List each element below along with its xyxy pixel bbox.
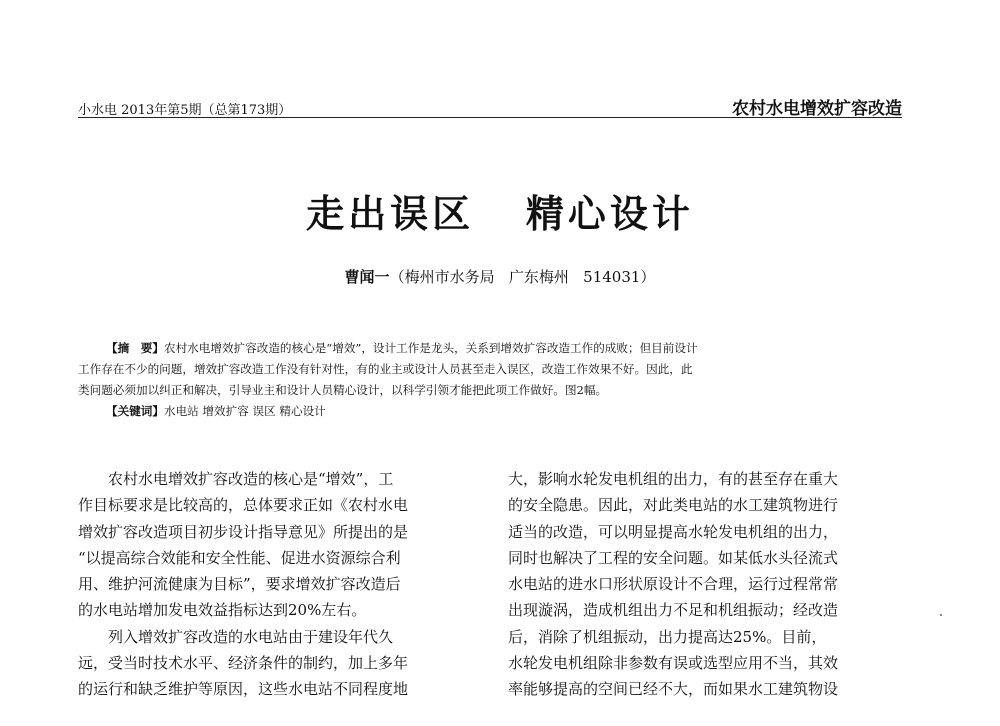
body-column-right [508, 466, 908, 703]
author-name: 曹闻一 [344, 268, 390, 286]
body-line: 水电站的进水口形状原设计不合理，运行过程常常 [508, 575, 839, 594]
body-line: 的水电站增加发电效益指标达到20%左右。 [78, 601, 367, 620]
body-column-left [78, 466, 478, 703]
body-line: “以提高综合效能和安全性能、促进水资源综合利 [78, 548, 401, 567]
column-title: 农村水电增效扩容改造 [732, 99, 902, 119]
scan-speck [940, 614, 942, 616]
body-line: 用、维护河流健康为目标”，要求增效扩容改造后 [78, 575, 401, 594]
body-line: 的运行和缺乏维护等原因，这些水电站不同程度地 [78, 680, 409, 699]
abstract-line [78, 338, 904, 359]
keywords-text: 水电站 增效扩容 误区 精心设计 [163, 404, 326, 418]
body-line: 作目标要求是比较高的，总体要求正如《农村水电 [78, 496, 409, 515]
body-line: 同时也解决了工程的安全问题。如某低水头径流式 [508, 548, 839, 567]
body-line: 水轮发电机组除非参数有误或选型应用不当，其效 [508, 654, 839, 673]
keywords-label: 【关键词】 [106, 404, 164, 418]
body-line: 增效扩容改造项目初步设计指导意见》所提出的是 [78, 522, 409, 541]
journal-issue-info: 小水电 2013年第5期（总第173期） [78, 103, 292, 118]
body-line: 农村水电增效扩容改造的核心是“增效”，工 [108, 470, 394, 488]
body-line: 列入增效扩容改造的水电站由于建设年代久 [108, 627, 394, 646]
body-line: 率能够提高的空间已经不大，而如果水工建筑物设 [508, 680, 839, 699]
abstract-label: 【摘 要】 [106, 341, 164, 355]
body-line: 远，受当时技术水平、经济条件的制约，加上多年 [78, 654, 409, 673]
body-line: 适当的改造，可以明显提高水轮发电机组的出力， [508, 522, 839, 541]
body-line: 大，影响水轮发电机组的出力，有的甚至存在重大 [508, 470, 839, 488]
body-line: 后，消除了机组振动，出力提高达25%。目前， [508, 627, 827, 646]
abstract-block [78, 338, 904, 422]
author-line [0, 266, 1000, 287]
keywords-line [78, 401, 904, 422]
article-title: 走出误区 精心设计 [306, 191, 694, 236]
author-affiliation: （梅州市水务局 广东梅州 514031） [389, 268, 656, 286]
header-divider [78, 117, 902, 118]
abstract-line: 类问题必须加以纠正和解决，引导业主和设计人员精心设计，以科学引领才能把此项工作做好。图2幅。 [78, 383, 608, 397]
abstract-line: 工作存在不少的问题，增效扩容改造工作没有针对性，有的业主或设计人员甚至走入误区，改造工作效果不好。因此，此 [78, 362, 693, 376]
body-line: 出现漩涡，造成机组出力不足和机组振动；经改造 [508, 601, 839, 620]
abstract-text: 农村水电增效扩容改造的核心是“增效”，设计工作是龙头，关系到增效扩容改造工作的成败；但目前设计 [163, 341, 698, 355]
running-header [78, 94, 902, 119]
body-line: 的安全隐患。因此，对此类电站的水工建筑物进行 [508, 496, 839, 515]
